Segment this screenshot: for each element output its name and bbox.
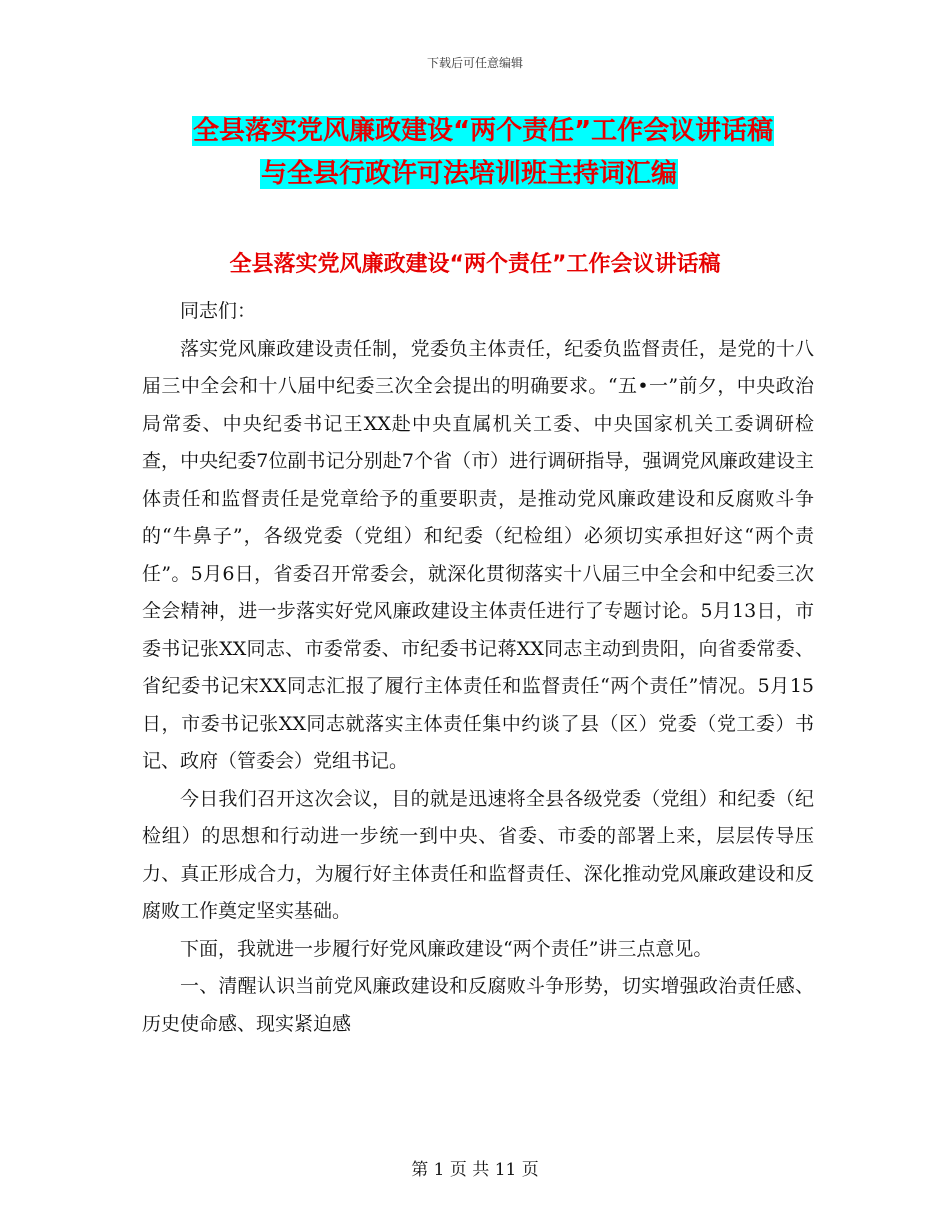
document-title-line-2 <box>0 157 950 191</box>
document-title-line-2-text: 与全县行政许可法培训班主持词汇编 <box>261 159 678 189</box>
paragraph-heading: 一、清醒认识当前党风廉政建设和反腐败斗争形势，切实增强政治责任感、历史使命感、现实紧迫感 <box>142 975 814 1035</box>
paragraph: 今日我们召开这次会议，目的就是迅速将全县各级党委（党组）和纪委（纪检组）的思想和行动进一步统一到中央、省委、市委的部署上来，层层传导压力、真正形成合力，为履行好主体责任和监督责任、深化推动党风廉政建设和反腐败工作奠定坚实基础。 <box>142 787 814 922</box>
document-title-line-1 <box>0 114 950 148</box>
page-footer: 第 1 页 共 11 页 <box>411 1160 539 1180</box>
paragraph: 落实党风廉政建设责任制，党委负主体责任，纪委负监督责任，是党的十八届三中全会和十八届中纪委三次全会提出的明确要求。“五•一”前夕，中央政治局常委、中央纪委书记王XX赴中央直属机关工委、中央国家机关工委调研检查，中央纪委7位副书记分别赴7个省（市）进行调研指导，强调党风廉政建设主体责任和监督责任是党章给予的重要职责，是推动党风廉政建设和反腐败斗争的“牛鼻子”，各级党委（党组）和纪委（纪检组）必须切实承担好这“两个责任”。5月6日，省委召开常委会，就深化贯彻落实十八届三中全会和中纪委三次全会精神，进一步落实好党风廉政建设主体责任进行了专题讨论。5月13日，市委书记张XX同志、市委常委、市纪委书记蒋XX同志主动到贵阳，向省委常委、省纪委书记宋XX同志汇报了履行主体责任和监督责任“两个责任”情况。5月15日，市委书记张XX同志就落实主体责任集中约谈了县（区）党委（党工委）书记、政府（管委会）党组书记。 <box>142 337 814 772</box>
paragraph: 下面，我就进一步履行好党风廉政建设“两个责任”讲三点意见。 <box>180 937 713 960</box>
document-title-line-1-text: 全县落实党风廉政建设“两个责任”工作会议讲话稿 <box>193 116 774 146</box>
section-title: 全县落实党风廉政建设“两个责任”工作会议讲话稿 <box>229 252 721 277</box>
document-body <box>142 293 814 1043</box>
paragraph-salutation: 同志们： <box>180 300 257 322</box>
header-note: 下载后可任意编辑 <box>426 56 523 70</box>
